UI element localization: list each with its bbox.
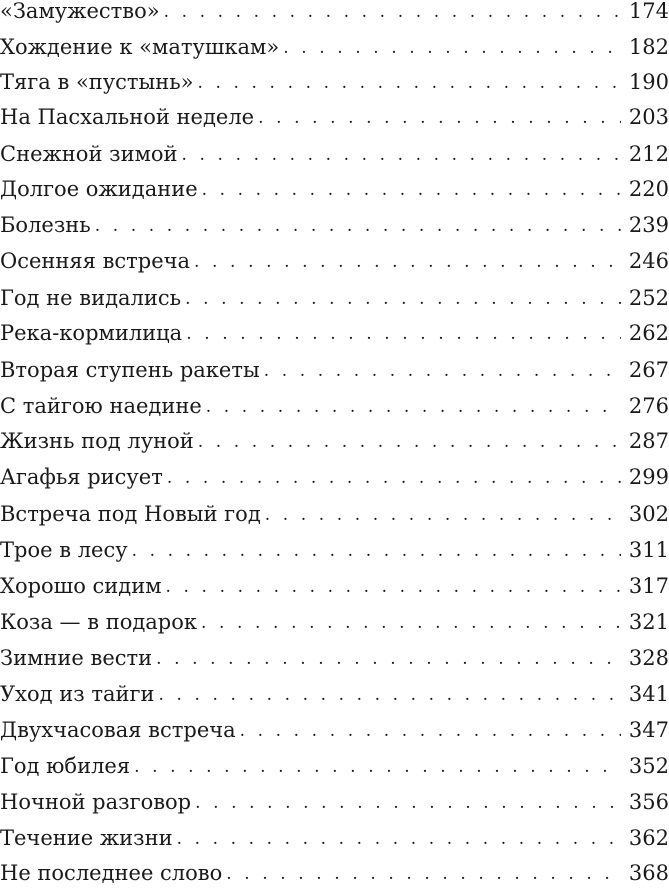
toc-dot-leader	[185, 284, 621, 314]
toc-dot-leader	[167, 463, 621, 493]
toc-entry	[0, 787, 669, 817]
toc-dot-leader	[159, 680, 621, 710]
toc-dot-leader	[258, 103, 621, 133]
toc-entry-page: 246	[628, 249, 669, 273]
toc-entry	[0, 0, 669, 26]
toc-entry	[0, 32, 669, 62]
toc-entry	[0, 67, 669, 97]
toc-entry	[0, 858, 669, 888]
toc-entry-title: Тяга в «пустынь»	[0, 70, 194, 94]
toc-dot-leader	[132, 536, 621, 566]
toc-dot-leader	[186, 319, 621, 349]
toc-entry	[0, 643, 669, 673]
toc-dot-leader	[206, 392, 621, 422]
toc-dot-leader	[134, 752, 621, 782]
toc-entry-title: Долгое ожидание	[0, 177, 198, 201]
toc-entry-title: Год юбилея	[0, 754, 131, 778]
toc-entry	[0, 499, 669, 529]
toc-entry-title: Коза — в подарок	[0, 610, 198, 634]
toc-entry	[0, 535, 669, 565]
toc-entry-page: 212	[628, 142, 669, 166]
toc-entry-title: Хождение к «матушкам»	[0, 35, 280, 59]
toc-entry-page: 267	[628, 358, 669, 382]
toc-entry-title: Зимние вести	[0, 646, 153, 670]
toc-entry-page: 321	[628, 610, 669, 634]
toc-entry-title: Осенняя встреча	[0, 249, 191, 273]
toc-entry-page: 302	[628, 502, 669, 526]
toc-dot-leader	[164, 0, 621, 27]
toc-entry-title: Река-кормилица	[0, 321, 183, 345]
toc-entry-title: Болезнь	[0, 213, 91, 237]
toc-entry-page: 287	[628, 429, 669, 453]
toc-entry	[0, 751, 669, 781]
toc-entry	[0, 679, 669, 709]
toc-entry	[0, 607, 669, 637]
toc-entry-page: 220	[628, 177, 669, 201]
toc-entry	[0, 426, 669, 456]
toc-dot-leader	[240, 716, 621, 746]
toc-entry	[0, 102, 669, 132]
toc-entry-page: 347	[628, 718, 669, 742]
toc-entry-page: 190	[628, 70, 669, 94]
toc-entry-title: «Замужество»	[0, 0, 160, 23]
toc-entry-title: Двухчасовая встреча	[0, 718, 236, 742]
toc-entry-title: Трое в лесу	[0, 538, 128, 562]
toc-entry-page: 203	[628, 105, 669, 129]
toc-entry	[0, 210, 669, 240]
toc-entry-page: 182	[628, 35, 669, 59]
toc-dot-leader	[198, 427, 621, 457]
toc-entry	[0, 715, 669, 745]
toc-entry-page: 368	[628, 861, 669, 885]
toc-entry-page: 311	[628, 538, 669, 562]
toc-entry	[0, 283, 669, 313]
toc-entry-page: 356	[628, 790, 669, 814]
toc-dot-leader	[202, 175, 621, 205]
toc-entry	[0, 355, 669, 385]
toc-entry-page: 276	[628, 394, 669, 418]
toc-entry-page: 328	[628, 646, 669, 670]
toc-dot-leader	[226, 859, 621, 889]
toc-entry-title: С тайгою наедине	[0, 394, 202, 418]
toc-entry-title: Агафья рисует	[0, 465, 163, 489]
toc-dot-leader	[264, 356, 621, 386]
toc-entry-title: Вторая ступень ракеты	[0, 358, 260, 382]
toc-entry	[0, 139, 669, 169]
toc-dot-leader	[156, 644, 621, 674]
toc-entry-title: Встреча под Новый год	[0, 502, 261, 526]
toc-dot-leader	[194, 247, 621, 277]
toc-entry-title: Не последнее слово	[0, 861, 223, 885]
toc-dot-leader	[182, 140, 621, 170]
toc-dot-leader	[198, 68, 621, 98]
toc-entry	[0, 391, 669, 421]
toc-entry	[0, 462, 669, 492]
toc-entry	[0, 318, 669, 348]
toc-entry-page: 317	[628, 574, 669, 598]
toc-dot-leader	[166, 572, 621, 602]
toc-entry-title: Течение жизни	[0, 826, 173, 850]
toc-entry-page: 239	[628, 213, 669, 237]
toc-entry-page: 299	[628, 465, 669, 489]
toc-entry-page: 352	[628, 754, 669, 778]
toc-dot-leader	[201, 608, 621, 638]
toc-dot-leader	[283, 33, 621, 63]
toc-dot-leader	[195, 788, 621, 818]
toc-entry-title: Год не видались	[0, 286, 182, 310]
toc-entry-title: Жизнь под луной	[0, 429, 194, 453]
toc-entry	[0, 571, 669, 601]
toc-entry	[0, 823, 669, 853]
toc-entry	[0, 246, 669, 276]
toc-entry-title: Снежной зимой	[0, 142, 178, 166]
toc-entry-page: 341	[628, 682, 669, 706]
toc-entry-page: 252	[628, 286, 669, 310]
toc-entry-title: На Пасхальной неделе	[0, 105, 255, 129]
toc-dot-leader	[177, 824, 621, 854]
toc-entry-page: 362	[628, 826, 669, 850]
toc-entry-title: Хорошо сидим	[0, 574, 162, 598]
toc-entry-title: Уход из тайги	[0, 682, 155, 706]
toc-entry-title: Ночной разговор	[0, 790, 192, 814]
toc-entry-page: 174	[628, 0, 669, 23]
toc-dot-leader	[265, 500, 621, 530]
toc-entry	[0, 174, 669, 204]
toc-dot-leader	[95, 211, 621, 241]
toc-entry-page: 262	[628, 321, 669, 345]
